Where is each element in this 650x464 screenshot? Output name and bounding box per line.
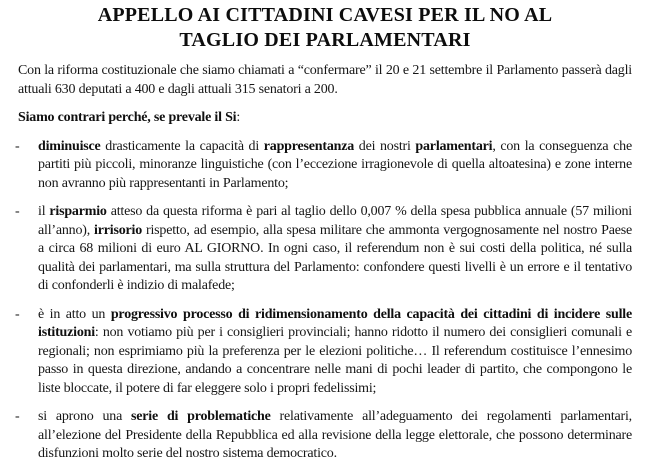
bullet-dash: -: [15, 138, 20, 154]
bullet-item-1: [15, 138, 632, 194]
bullet-text-2: il risparmio atteso da questa riforma è pari al taglio dello 0,007 % della spesa pubblica annuale (57 milioni all’anno), irrisorio rispetto, ad esempio, alla spesa militare che ammonta vergognosamente nel nostro Paese a circa 68 milioni di euro AL GIORNO. In ogni caso, il referendum non è sui costi della politica, né sulla qualità dei parlamentari, ma sulla struttura del Parlamento: confondere questi livelli è un errore e il tentativo di confonderli è indizio di malafede;: [38, 204, 632, 293]
page-title-line-2: TAGLIO DEI PARLAMENTARI: [179, 29, 471, 51]
bullet-text-1: diminuisce drasticamente la capacità di rappresentanza dei nostri parlamentari, con la conseguenza che partiti più piccoli, minoranze linguistiche (con l’eccezione irragionevole di quella altoatesina) e zone interne non avranno più rappresentanti in Parlamento;: [38, 138, 632, 191]
intro-paragraph: Con la riforma costituzionale che siamo chiamati a “confermare” il 20 e 21 settembre il Parlamento passerà dagli attuali 630 deputati a 400 e dagli attuali 315 senatori a 200.: [18, 63, 632, 97]
page-title: [18, 3, 632, 53]
subheading: Siamo contrari perché, se prevale il Si:: [18, 110, 241, 125]
bullet-item-4: [15, 408, 632, 464]
bullet-text-3: è in atto un progressivo processo di ridimensionamento della capacità dei cittadini di incidere sulle istituzioni: non votiamo più per i consiglieri provinciali; hanno ridotto il numero dei consiglieri comunali e regionali; non esprimiamo più la preferenza per le elezioni politiche… Il referendum costituisce l’ennesimo passo in questa direzione, andando a concentrare nelle mani di pochi leader di partito, che compongono le liste bloccate, il potere di far eleggere solo i propri fedelissimi;: [38, 306, 632, 396]
bullet-dash: -: [15, 409, 20, 424]
bullet-dash: -: [15, 204, 20, 219]
page-title-line-1: APPELLO AI CITTADINI CAVESI PER IL NO AL: [97, 4, 553, 26]
bullet-dash: -: [15, 306, 20, 322]
bullet-list: [15, 138, 632, 464]
bullet-text-4: si aprono una serie di problematiche relativamente all’adeguamento dei regolamenti parlamentari, all’elezione del Presidente della Repubblica ed alla revisione della legge elettorale, che possono determinare disfunzioni molto serie del nostro sistema democratico.: [38, 409, 632, 461]
bullet-item-3: [15, 306, 632, 399]
bullet-item-2: [15, 203, 632, 296]
